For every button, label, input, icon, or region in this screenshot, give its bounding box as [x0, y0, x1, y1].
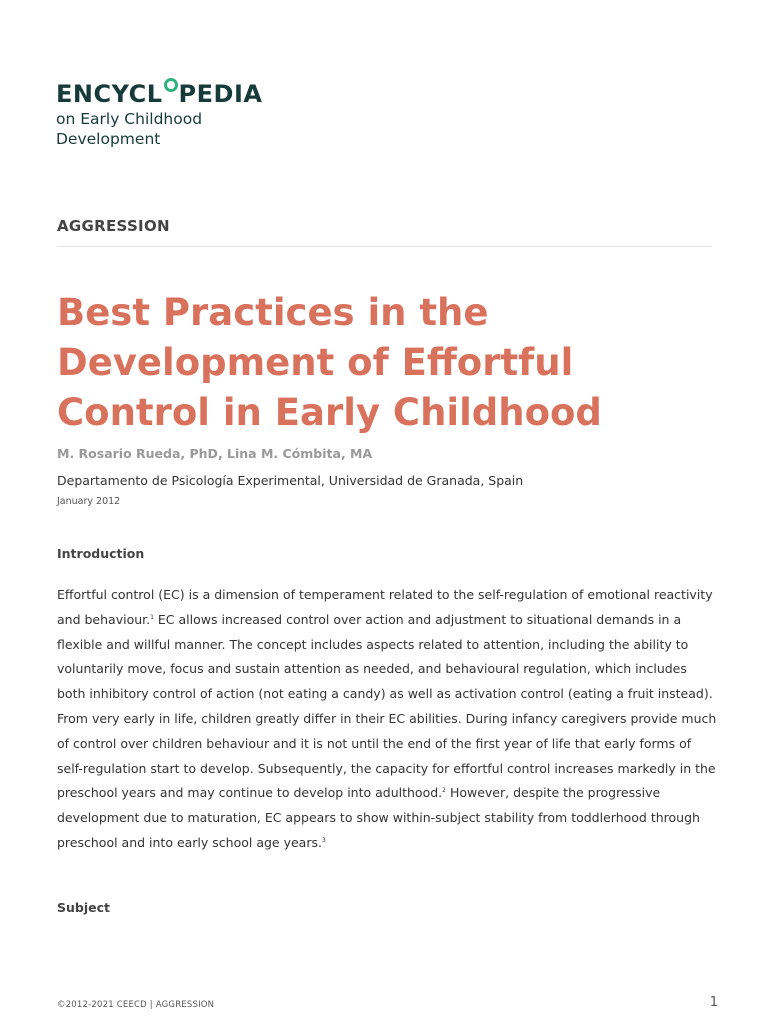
logo-subtitle-line2: Development — [56, 130, 161, 148]
logo-circle-icon — [164, 78, 178, 92]
page-title: Best Practices in the Development of Effortful Control in Early Childhood — [57, 291, 602, 434]
footer-copyright: ©2012-2021 CEECD | AGGRESSION — [57, 1000, 215, 1010]
publication-date: January 2012 — [57, 496, 121, 507]
authors: M. Rosario Rueda, PhD, Lina M. Cómbita, MA — [57, 446, 373, 461]
introduction-heading: Introduction — [57, 546, 145, 561]
intro-text-2: EC allows increased control over action and adjustment to situational demands in a flexible and willful manner. The concept includes aspects related to attention, including the ability to voluntarily move, focus and sustain attention as needed, and behavioural regulation, which includes both inhibitory control of action (not eating a candy) as well as activation control (eating a fruit instead). From very early in life, children greatly differ in their EC abilities. During infancy caregivers provide much of control over children behaviour and it is not until the end of the first year of life that early forms of self-regulation start to develop. Subsequently, the capacity for effortful control increases markedly in the preschool years and may continue to develop into adulthood. — [57, 611, 717, 801]
reference-3: 3 — [321, 836, 326, 844]
encyclopedia-logo — [56, 78, 262, 149]
section-label: AGGRESSION — [57, 217, 170, 235]
reference-2: 2 — [442, 787, 446, 795]
logo-text-part1: ENCYCL — [56, 80, 163, 108]
intro-text-1: Effortful control (EC) is a dimension of temperament related to the self-regulation of emotional reactivity and behaviour. — [57, 587, 713, 627]
logo-subtitle-line1: on Early Childhood — [56, 110, 203, 128]
affiliation: Departamento de Psicología Experimental, Universidad de Granada, Spain — [57, 473, 524, 488]
section-divider — [57, 246, 712, 247]
intro-text-3: However, despite the progressive development due to maturation, EC appears to show within-subject stability from toddlerhood through preschool and into early school age years. — [57, 785, 700, 850]
logo-wordmark — [56, 78, 262, 109]
page-number: 1 — [709, 995, 718, 1010]
reference-1: 1 — [150, 613, 154, 621]
logo-text-part2: PEDIA — [178, 80, 263, 108]
introduction-paragraph — [57, 583, 717, 856]
subject-heading: Subject — [57, 900, 110, 915]
